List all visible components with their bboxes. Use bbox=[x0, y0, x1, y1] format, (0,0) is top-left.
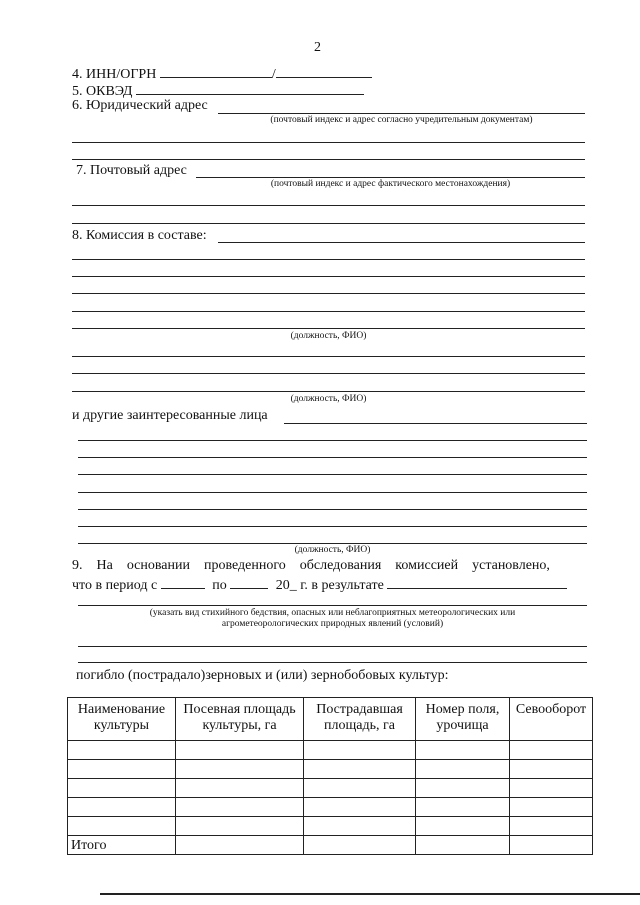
commission-line-3[interactable] bbox=[72, 276, 585, 277]
table-cell[interactable] bbox=[176, 836, 304, 855]
section9-period: что в период с по 20_ г. в результате bbox=[72, 575, 567, 594]
commission-line-6[interactable] bbox=[72, 328, 585, 329]
inn-field[interactable] bbox=[160, 64, 272, 78]
event-line-4[interactable] bbox=[78, 662, 587, 663]
okved-label: 5. ОКВЭД bbox=[72, 81, 364, 100]
table-cell[interactable] bbox=[176, 741, 304, 760]
table-cell[interactable] bbox=[176, 779, 304, 798]
table-cell[interactable] bbox=[416, 817, 510, 836]
table-cell[interactable] bbox=[304, 741, 416, 760]
inn-ogrn-separator: / bbox=[271, 67, 276, 82]
position-hint-3: (должность, ФИО) bbox=[294, 545, 371, 555]
bottom-rule bbox=[100, 893, 640, 895]
table-cell[interactable] bbox=[510, 836, 593, 855]
commission-field[interactable] bbox=[218, 242, 585, 243]
table-cell[interactable] bbox=[416, 779, 510, 798]
table-cell[interactable] bbox=[416, 760, 510, 779]
postal-address-label: 7. Почтовый адрес bbox=[76, 163, 187, 178]
inn-ogrn-label: 4. ИНН/ОГРН / bbox=[72, 64, 372, 83]
table-cell[interactable] bbox=[68, 760, 176, 779]
period-end-field[interactable] bbox=[230, 575, 268, 589]
legal-address-hint: (почтовый индекс и адрес согласно учредительным документам) bbox=[270, 115, 533, 125]
others-line-3[interactable] bbox=[78, 457, 587, 458]
commission-line-9[interactable] bbox=[72, 391, 585, 392]
table-header-row bbox=[68, 698, 593, 741]
ogrn-field[interactable] bbox=[276, 64, 372, 78]
others-label: и другие заинтересованные лица bbox=[72, 408, 268, 423]
legal-address-field[interactable] bbox=[218, 113, 585, 114]
table-row bbox=[68, 798, 593, 817]
others-line-8[interactable] bbox=[78, 543, 587, 544]
okved-field[interactable] bbox=[136, 81, 364, 95]
total-label: Итого bbox=[68, 836, 176, 855]
table-cell[interactable] bbox=[68, 817, 176, 836]
crops-intro: погибло (пострадало)зерновых и (или) зернобобовых культур: bbox=[76, 668, 449, 683]
others-line-5[interactable] bbox=[78, 492, 587, 493]
commission-label: 8. Комиссия в составе: bbox=[72, 228, 207, 243]
table-cell[interactable] bbox=[416, 798, 510, 817]
postal-address-line-2[interactable] bbox=[72, 205, 585, 206]
table-row bbox=[68, 779, 593, 798]
table-cell[interactable] bbox=[304, 836, 416, 855]
commission-line-8[interactable] bbox=[72, 373, 585, 374]
table-row bbox=[68, 817, 593, 836]
header-crop-name: Наименование культуры bbox=[68, 698, 176, 741]
legal-address-line-3[interactable] bbox=[72, 159, 585, 160]
commission-line-4[interactable] bbox=[72, 293, 585, 294]
event-line-3[interactable] bbox=[78, 646, 587, 647]
event-field[interactable] bbox=[387, 575, 567, 589]
event-hint-line2: агрометеорологических природных явлений (условий) bbox=[221, 619, 444, 629]
table-cell[interactable] bbox=[68, 779, 176, 798]
table-cell[interactable] bbox=[68, 741, 176, 760]
event-line-2[interactable] bbox=[78, 605, 587, 606]
header-crop-rotation: Севооборот bbox=[510, 698, 593, 741]
commission-line-5[interactable] bbox=[72, 311, 585, 312]
table-cell[interactable] bbox=[510, 779, 593, 798]
table-cell[interactable] bbox=[176, 760, 304, 779]
table-cell[interactable] bbox=[176, 798, 304, 817]
table-row bbox=[68, 760, 593, 779]
table-cell[interactable] bbox=[176, 817, 304, 836]
section9-line1: 9. На основании проведенного обследования комиссией установлено, bbox=[72, 558, 550, 573]
table-row bbox=[68, 741, 593, 760]
table-cell[interactable] bbox=[416, 741, 510, 760]
position-hint-1: (должность, ФИО) bbox=[290, 331, 367, 341]
table-cell[interactable] bbox=[304, 760, 416, 779]
header-sown-area: Посевная площадь культуры, га bbox=[176, 698, 304, 741]
others-line-6[interactable] bbox=[78, 509, 587, 510]
table-cell[interactable] bbox=[304, 779, 416, 798]
others-line-2[interactable] bbox=[78, 440, 587, 441]
postal-address-hint: (почтовый индекс и адрес фактического местонахождения) bbox=[270, 179, 511, 189]
period-start-field[interactable] bbox=[161, 575, 205, 589]
table-cell[interactable] bbox=[416, 836, 510, 855]
commission-line-2[interactable] bbox=[72, 259, 585, 260]
others-field[interactable] bbox=[284, 423, 587, 424]
postal-address-line-3[interactable] bbox=[72, 223, 585, 224]
commission-line-7[interactable] bbox=[72, 356, 585, 357]
header-field-number: Номер поля, урочища bbox=[416, 698, 510, 741]
table-cell[interactable] bbox=[510, 817, 593, 836]
table-cell[interactable] bbox=[510, 741, 593, 760]
table-cell[interactable] bbox=[304, 817, 416, 836]
legal-address-label: 6. Юридический адрес bbox=[72, 98, 208, 113]
others-line-4[interactable] bbox=[78, 474, 587, 475]
header-damaged-area: Пострадавшая площадь, га bbox=[304, 698, 416, 741]
legal-address-line-2[interactable] bbox=[72, 142, 585, 143]
table-cell[interactable] bbox=[510, 798, 593, 817]
crops-table bbox=[67, 697, 593, 855]
table-cell[interactable] bbox=[510, 760, 593, 779]
table-cell[interactable] bbox=[304, 798, 416, 817]
page-number: 2 bbox=[314, 40, 321, 55]
event-hint-line1: (указать вид стихийного бедствия, опасных или неблагоприятных метеорологических или bbox=[149, 608, 516, 618]
others-line-7[interactable] bbox=[78, 526, 587, 527]
table-total-row bbox=[68, 836, 593, 855]
postal-address-field[interactable] bbox=[196, 177, 585, 178]
position-hint-2: (должность, ФИО) bbox=[290, 394, 367, 404]
table-cell[interactable] bbox=[68, 798, 176, 817]
